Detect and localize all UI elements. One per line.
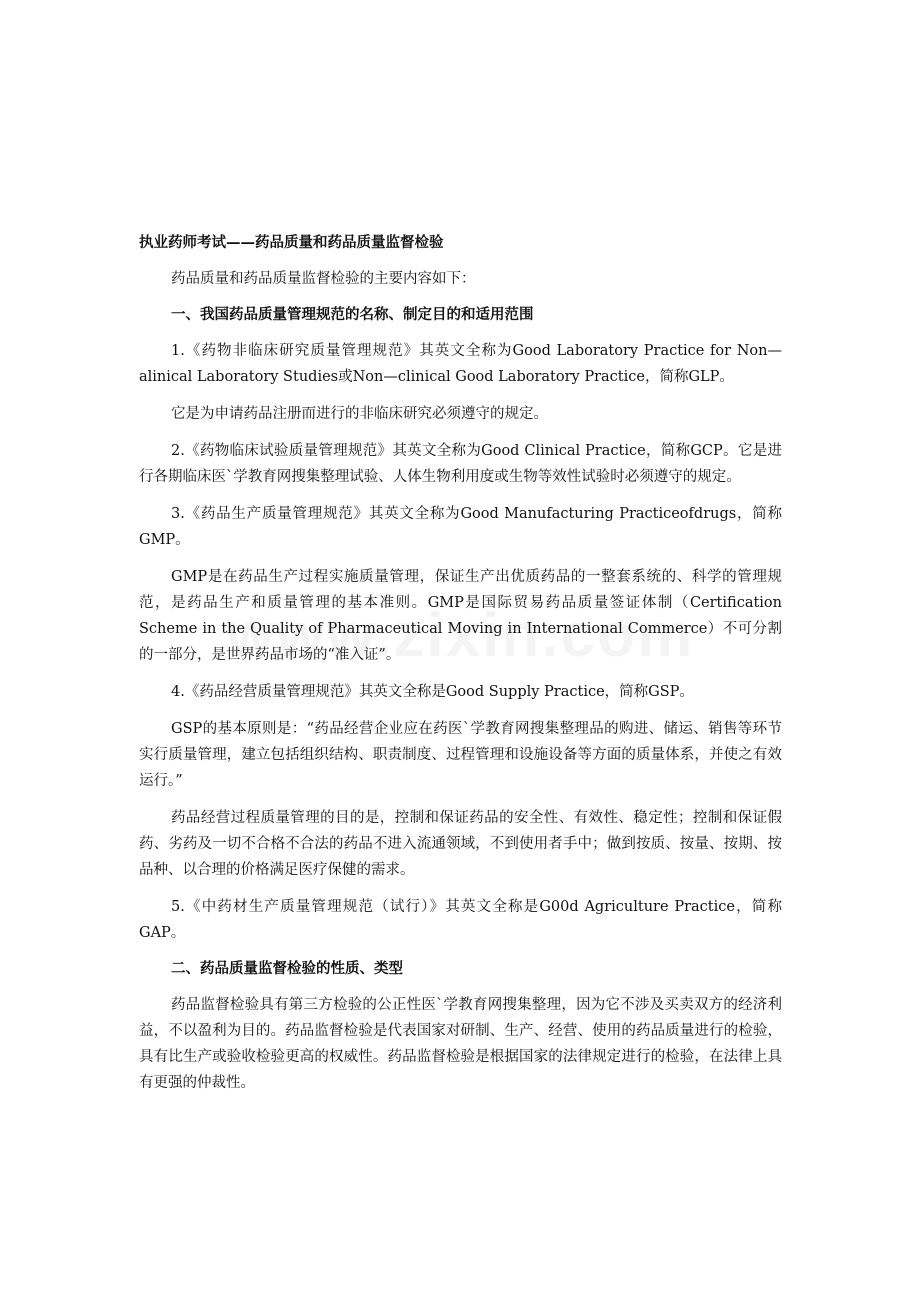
section-heading-1: 一、我国药品质量管理规范的名称、制定目的和适用范围: [171, 306, 534, 323]
section-heading-2: 二、药品质量监督检验的性质、类型: [171, 960, 403, 977]
paragraph-supervision: 药品监督检验具有第三方检验的公正性医`学教育网搜集整理，因为它不涉及买卖双方的经济利益，不以盈利为目的。药品监督检验是代表国家对研制、生产、经营、使用的药品质量进行的检验，具有比生产或验收检验更高的权威性。药品监督检验是根据国家的法律规定进行的检验，在法律上具有更强的仲裁性。: [139, 997, 782, 1091]
paragraph-gmp-desc: GMP是在药品生产过程实施质量管理，保证生产出优质药品的一整套系统的、科学的管理规范，是药品生产和质量管理的基本准则。GMP是国际贸易药品质量签证体制（Certification Scheme in the Quality of Pharmaceutical Moving in International Commerce）不可分割的一部分，是世界药品市场的“准入证”。: [139, 569, 782, 663]
paragraph-gsp: 4.《药品经营质量管理规范》其英文全称是Good Supply Practice，简称GSP。: [171, 684, 694, 700]
paragraph-gap: 5.《中药材生产质量管理规范（试行）》其英文全称是G00d Agriculture Practice，简称GAP。: [139, 899, 782, 941]
paragraph-gsp-purpose: 药品经营过程质量管理的目的是，控制和保证药品的安全性、有效性、稳定性；控制和保证假药、劣药及一切不合格不合法的药品不进入流通领域，不到使用者手中；做到按质、按量、按期、按品种、以合理的价格满足医疗保健的需求。: [139, 810, 782, 878]
paragraph-gmp: 3.《药品生产质量管理规范》其英文全称为Good Manufacturing Practiceofdrugs，简称GMP。: [139, 506, 782, 548]
paragraph-gcp: 2.《药物临床试验质量管理规范》其英文全称为Good Clinical Practice，简称GCP。它是进行各期临床医`学教育网搜集整理试验、人体生物利用度或生物等效性试验时必须遵守的规定。: [139, 443, 782, 485]
paragraph-glp-desc: 它是为申请药品注册而进行的非临床研究必须遵守的规定。: [171, 406, 548, 422]
intro-paragraph: 药品质量和药品质量监督检验的主要内容如下：: [171, 271, 476, 287]
paragraph-glp: 1.《药物非临床研究质量管理规范》其英文全称为Good Laboratory Practice for Non—alinical Laboratory Studies或Non—clinical Good Laboratory Practice，简称GLP。: [139, 343, 782, 385]
document-body: [139, 231, 782, 1107]
paragraph-gsp-principle: GSP的基本原则是：“药品经营企业应在药医`学教育网搜集整理品的购进、储运、销售等环节实行质量管理，建立包括组织结构、职责制度、过程管理和设施设备等方面的质量体系，并使之有效运行。”: [139, 721, 782, 789]
document-title: 执业药师考试——药品质量和药品质量监督检验: [139, 234, 444, 251]
